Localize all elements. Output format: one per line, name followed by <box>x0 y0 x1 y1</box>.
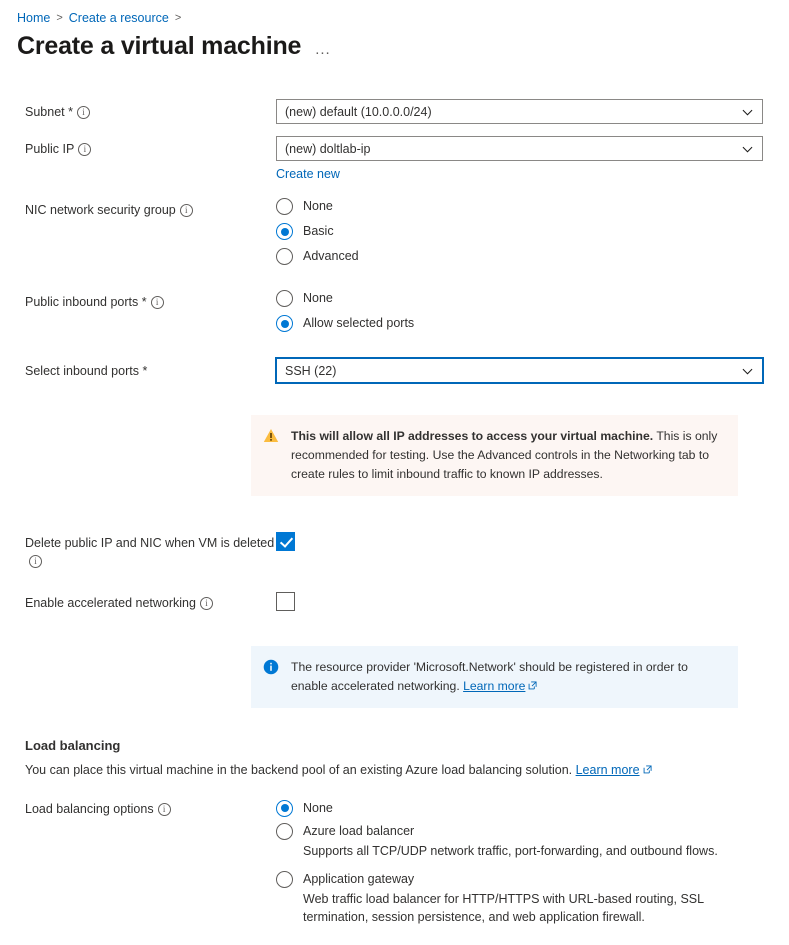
chevron-right-icon: > <box>56 12 63 24</box>
radio-inbound-allow-selected[interactable] <box>276 315 789 332</box>
warning-text <box>291 427 724 484</box>
radio-option-app-gateway-wrapper <box>276 871 789 928</box>
field-row-accelerated-networking <box>0 590 789 616</box>
radio-inbound-none[interactable] <box>276 290 789 307</box>
delete-public-ip-field <box>276 530 789 556</box>
radio-icon-nic-nsg-none <box>276 198 293 215</box>
networking-form <box>0 99 789 708</box>
radio-desc-lb-azure: Supports all TCP/UDP network traffic, port-forwarding, and outbound flows. <box>303 843 718 858</box>
radio-lb-app-gateway[interactable] <box>276 871 789 888</box>
warning-strong-text: This will allow all IP addresses to access your virtual machine. <box>291 429 654 443</box>
load-balancing-section <box>0 738 789 927</box>
load-balancing-options-label <box>25 799 276 927</box>
subnet-label <box>25 99 276 121</box>
delete-public-ip-checkbox[interactable] <box>276 532 295 551</box>
radio-label-nic-nsg-basic: Basic <box>303 224 334 238</box>
load-balancing-title: Load balancing <box>25 737 121 753</box>
field-row-public-inbound-ports <box>0 289 789 340</box>
learn-more-link-accelerated-networking[interactable]: Learn more <box>463 678 526 693</box>
inbound-ports-warning-bar <box>251 415 738 496</box>
page-title: Create a virtual machine <box>17 32 302 60</box>
public-ip-field <box>276 136 789 183</box>
load-balancing-description <box>25 763 789 777</box>
public-ip-select-value: (new) doltlab-ip <box>285 141 371 156</box>
radio-icon-lb-app-gateway <box>276 871 293 888</box>
accelerated-networking-checkbox[interactable] <box>276 592 295 611</box>
radio-icon-inbound-none <box>276 290 293 307</box>
warning-icon <box>263 427 283 484</box>
accelerated-networking-label <box>25 590 276 612</box>
radio-icon-inbound-allow-selected <box>276 315 293 332</box>
radio-icon-lb-azure <box>276 823 293 840</box>
create-new-public-ip-link[interactable]: Create new <box>276 167 340 181</box>
nic-nsg-radio-group <box>276 197 789 273</box>
public-inbound-ports-radio-group <box>276 289 789 340</box>
select-inbound-ports-field <box>276 358 789 383</box>
delete-public-ip-label <box>25 530 276 570</box>
info-body-text: The resource provider 'Microsoft.Network' should be registered in order to enable accelerated networking. <box>291 659 688 693</box>
chevron-down-icon-public-ip <box>742 143 753 154</box>
radio-lb-azure[interactable] <box>276 823 789 840</box>
public-inbound-ports-label-text: Public inbound ports * <box>25 295 147 309</box>
load-balancing-description-text: You can place this virtual machine in the backend pool of an existing Azure load balancing solution. <box>25 762 573 777</box>
nic-nsg-label-text: NIC network security group <box>25 203 176 217</box>
public-ip-label <box>25 136 276 158</box>
field-row-nic-nsg <box>0 197 789 273</box>
select-inbound-ports-value: SSH (22) <box>285 363 337 378</box>
field-row-subnet <box>0 99 789 124</box>
public-inbound-ports-label <box>25 289 276 311</box>
info-circle-icon <box>263 658 283 696</box>
select-inbound-ports-label <box>25 358 276 380</box>
public-ip-select[interactable] <box>276 136 763 161</box>
radio-label-inbound-none: None <box>303 291 333 305</box>
field-row-delete-public-ip <box>0 530 789 570</box>
external-link-icon-2 <box>643 765 652 774</box>
radio-label-lb-none: None <box>303 800 333 815</box>
breadcrumb-item-create-a-resource[interactable]: Create a resource <box>68 11 169 25</box>
info-icon-public-ip[interactable]: i <box>78 143 91 156</box>
title-row <box>0 26 789 61</box>
info-icon-delete-public-ip[interactable]: i <box>29 555 42 568</box>
select-inbound-ports-label-text: Select inbound ports * <box>25 364 148 378</box>
accelerated-networking-info-bar <box>251 646 738 708</box>
public-ip-label-text: Public IP <box>25 142 75 156</box>
load-balancing-radio-group <box>276 799 789 927</box>
radio-desc-lb-app-gateway: Web traffic load balancer for HTTP/HTTPS with URL-based routing, SSL termination, session persistence, and web application firewall. <box>303 891 704 925</box>
info-icon-accelerated-networking[interactable]: i <box>200 597 213 610</box>
chevron-down-icon-subnet <box>742 106 753 117</box>
radio-label-nic-nsg-none: None <box>303 199 333 213</box>
subnet-label-text: Subnet * <box>25 105 73 119</box>
radio-option-none-wrapper <box>276 800 789 817</box>
chevron-right-icon-2: > <box>174 12 182 24</box>
radio-label-lb-app-gateway: Application gateway <box>303 871 415 886</box>
learn-more-link-load-balancing[interactable]: Learn more <box>575 762 640 777</box>
radio-label-nic-nsg-advanced: Advanced <box>303 249 359 263</box>
radio-nic-nsg-basic[interactable] <box>276 223 789 240</box>
breadcrumb <box>0 0 789 26</box>
info-icon-load-balancing-options[interactable]: i <box>158 803 171 816</box>
accelerated-networking-label-text: Enable accelerated networking <box>25 595 196 610</box>
info-icon-nic-nsg[interactable]: i <box>180 204 193 217</box>
select-inbound-ports-dropdown[interactable] <box>276 358 763 383</box>
radio-icon-nic-nsg-basic <box>276 223 293 240</box>
warning-body-text: This is only recommended for testing. Use the Advanced controls in the Networking tab to create rules to limit inbound traffic to known IP addresses. <box>291 429 718 481</box>
more-options-icon[interactable]: ... <box>315 41 331 58</box>
field-row-load-balancing-options <box>25 799 789 927</box>
radio-lb-none[interactable] <box>276 800 789 817</box>
radio-label-lb-azure: Azure load balancer <box>303 823 415 838</box>
field-row-select-inbound-ports <box>0 358 789 383</box>
info-text <box>291 658 724 696</box>
info-icon-subnet[interactable]: i <box>77 106 90 119</box>
radio-icon-nic-nsg-advanced <box>276 248 293 265</box>
external-link-icon-1 <box>528 681 537 690</box>
radio-label-inbound-allow-selected: Allow selected ports <box>303 316 415 330</box>
radio-icon-lb-none <box>276 800 293 817</box>
chevron-down-icon-inbound-ports <box>742 365 753 376</box>
delete-public-ip-label-text: Delete public IP and NIC when VM is deleted <box>25 535 275 550</box>
accelerated-networking-field <box>276 590 789 616</box>
breadcrumb-item-home[interactable]: Home <box>17 11 51 25</box>
nic-nsg-label <box>25 197 276 219</box>
radio-nic-nsg-advanced[interactable] <box>276 248 789 265</box>
subnet-select[interactable] <box>276 99 763 124</box>
radio-option-azure-lb-wrapper <box>276 823 789 861</box>
radio-nic-nsg-none[interactable] <box>276 198 789 215</box>
subnet-select-value: (new) default (10.0.0.0/24) <box>285 104 432 119</box>
load-balancing-options-label-text: Load balancing options <box>25 801 154 816</box>
info-icon-public-inbound-ports[interactable]: i <box>151 296 164 309</box>
field-row-public-ip <box>0 136 789 183</box>
subnet-field <box>276 99 789 124</box>
